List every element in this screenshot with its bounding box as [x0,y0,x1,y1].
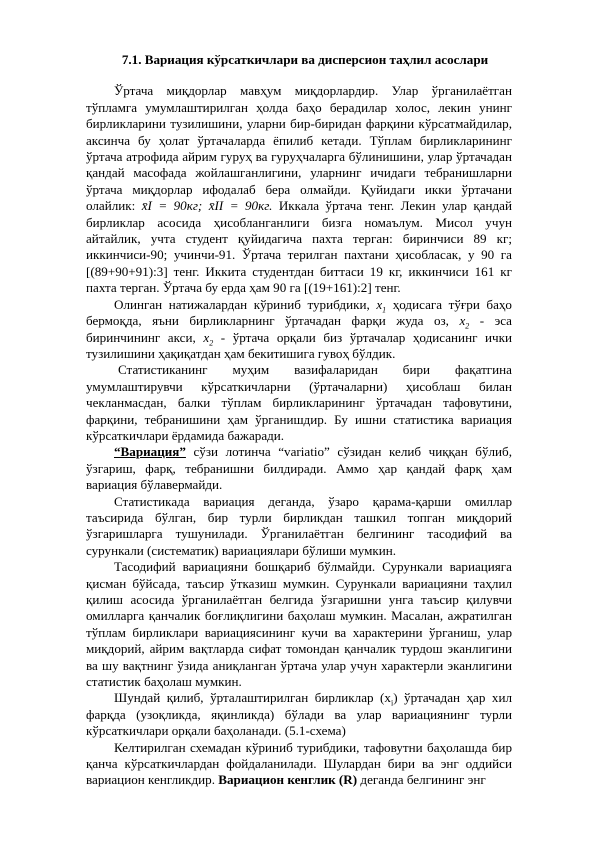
paragraph-6: Тасодифий вариацияни бошқариб бўлмайди. Сурункали вариацияга қисман бўйсада, таъсир ўтказиш мумкин. Сурункали вариацияни таҳлил қилиш асосида ўрганилаётган белгида ўзгаришни унга таъсир қилувчи омилларга қанчалик боғлиқлигини баҳолаш мумкин. Масалан, ажратилган тўплам бирликлари вариациясининг кучи ва характерини ўрганиш, улар миқдорий, айрим вақтларда сифат томондан қанчалик турдош эканлигини ва шу вақтнинг ўзида аниқланган ўртача улар учун характерли эканлигини статистик баҳолаш мумкин. [86,559,512,690]
paragraph-1-text-a: Ўртача миқдорлар мавҳум миқдорлардир. Улар ўрганилаётган тўпламга умумлаштирилган ҳолда баҳо берадилар холос, лекин унинг бирликларини тузилишини, уларни бир-биридан фарқини кўрсатмайдилар, аксинча бу ҳолат ўртачаларда ёпилиб кетади. Тўплам бирликларининг ўртача атрофида айрим гуруҳ ва гуруҳчаларга бўлинишини, улар ўртачадан қандай масофада жойлашганлигини, уларнинг ичидаги тебранишларни ўртача миқдорлар ифодалаб бера олмайди. Қуйидаги икки ўртачани олайлик: [86,83,512,214]
average-formula: x̄I = 90кг; x̄II = 90кг. [141,198,273,214]
paragraph-2-text-b: ҳодисага тўғри баҳо бермоқда, яъни бирликларнинг ўртачадан фарқи жуда оз, [86,296,512,329]
paragraph-7-text-a: Шундай қилиб, ўрталаштирилган бирликлар (x [114,690,391,706]
x2-subscript-second: 2 [209,338,214,348]
paragraph-8-text-b: деганда белгининг энг [360,772,486,788]
paragraph-1 [86,83,512,296]
paragraph-2-text-d: - ўртача орқали биз ўртачалар ҳодисанинг ички тузилишини ҳақиқатдан ҳам бекитишига гувоҳ бўлдик. [86,329,513,361]
x2-subscript: 2 [465,321,470,331]
variation-range-term: Вариацион кенглик (R) [218,772,358,788]
xi-subscript: i [390,699,394,709]
paragraph-7 [86,690,512,739]
document-page [86,52,512,789]
x2-letter: x [459,313,466,329]
x2-letter-second: x [203,329,210,345]
paragraph-7-text-b: ) ўртачадан ҳар хил фарқда (узоқликда, яқинликда) бўлади ва улар вариациянинг турли кўрсаткичлари орқали баҳоланади. (5.1-схема) [86,690,512,739]
section-title: 7.1. Вариация кўрсаткичлари ва дисперсион таҳлил асослари [121,52,489,67]
x2-symbol-second [203,329,214,348]
paragraph-8-text-a: Келтирилган схемадан кўриниб турибдики, тафовутни баҳолашда бир қанча кўрсаткичлардан фойдаланилади. Шулардан бири ва энг оддийси вариацион кенгликдир. [86,739,512,788]
x1-subscript: 1 [382,305,387,315]
paragraph-2-text-c: - эса биринчининг акси, [86,313,512,345]
x2-symbol [459,313,470,331]
paragraph-4 [86,444,512,493]
paragraph-8 [86,740,512,789]
x1-symbol [376,296,387,315]
x1-letter: x [376,296,383,312]
variation-term: “Вариация” [114,444,186,460]
paragraph-3: Статистиканинг муҳим вазифаларидан бири фақатгина умумлаштирувчи кўрсаткичларни (ўртачаларни) ҳисоблаш билан чекланмасдан, балки тўплам бирликларининг ўртачадан тафовутини, фарқини, тебранишини ҳам ўрганишдир. Бу ишни статистика вариация кўрсаткичлари ёрдамида бажаради. [86,362,512,443]
paragraph-5: Статистикада вариация деганда, ўзаро қарама-қарши омиллар таъсирида бўлган, бир турли бирликдан ташкил топган миқдорий ўзгаришларга тушунилади. Ўрганилаётган белгининг тасодифий ва сурункали (систематик) вариациялари бўлиши мумкин. [86,493,512,558]
paragraph-2-text-a: Олинган натижалардан кўриниб турибдики, [114,296,370,312]
paragraph-2 [86,297,512,363]
paragraph-1-text-b: Иккала ўртача тенг. Лекин улар қандай бирликлар асосида ҳисобланганлиги бизга номаълум. Мисол учун айтайлик, учта студент қуйидагича пахта терган: биринчиси 89 кг; иккинчиси-90; учинчи-91. Ўртача терилган пахтани ҳисобласак, у 90 га [(89+90+91):3] тенг. Иккита студентдан биттаси 19 кг, иккинчиси 161 кг пахта терган. Ўртача бу ерда ҳам 90 га [(19+161):2] тенг. [86,198,512,296]
paragraph-4-text: сўзи лотинча “variatio” сўзидан келиб чиққан бўлиб, ўзгариш, фарқ, тебранишни билдиради. Аммо ҳар қандай фарқ ҳам вариация бўлавермайди. [86,444,512,493]
